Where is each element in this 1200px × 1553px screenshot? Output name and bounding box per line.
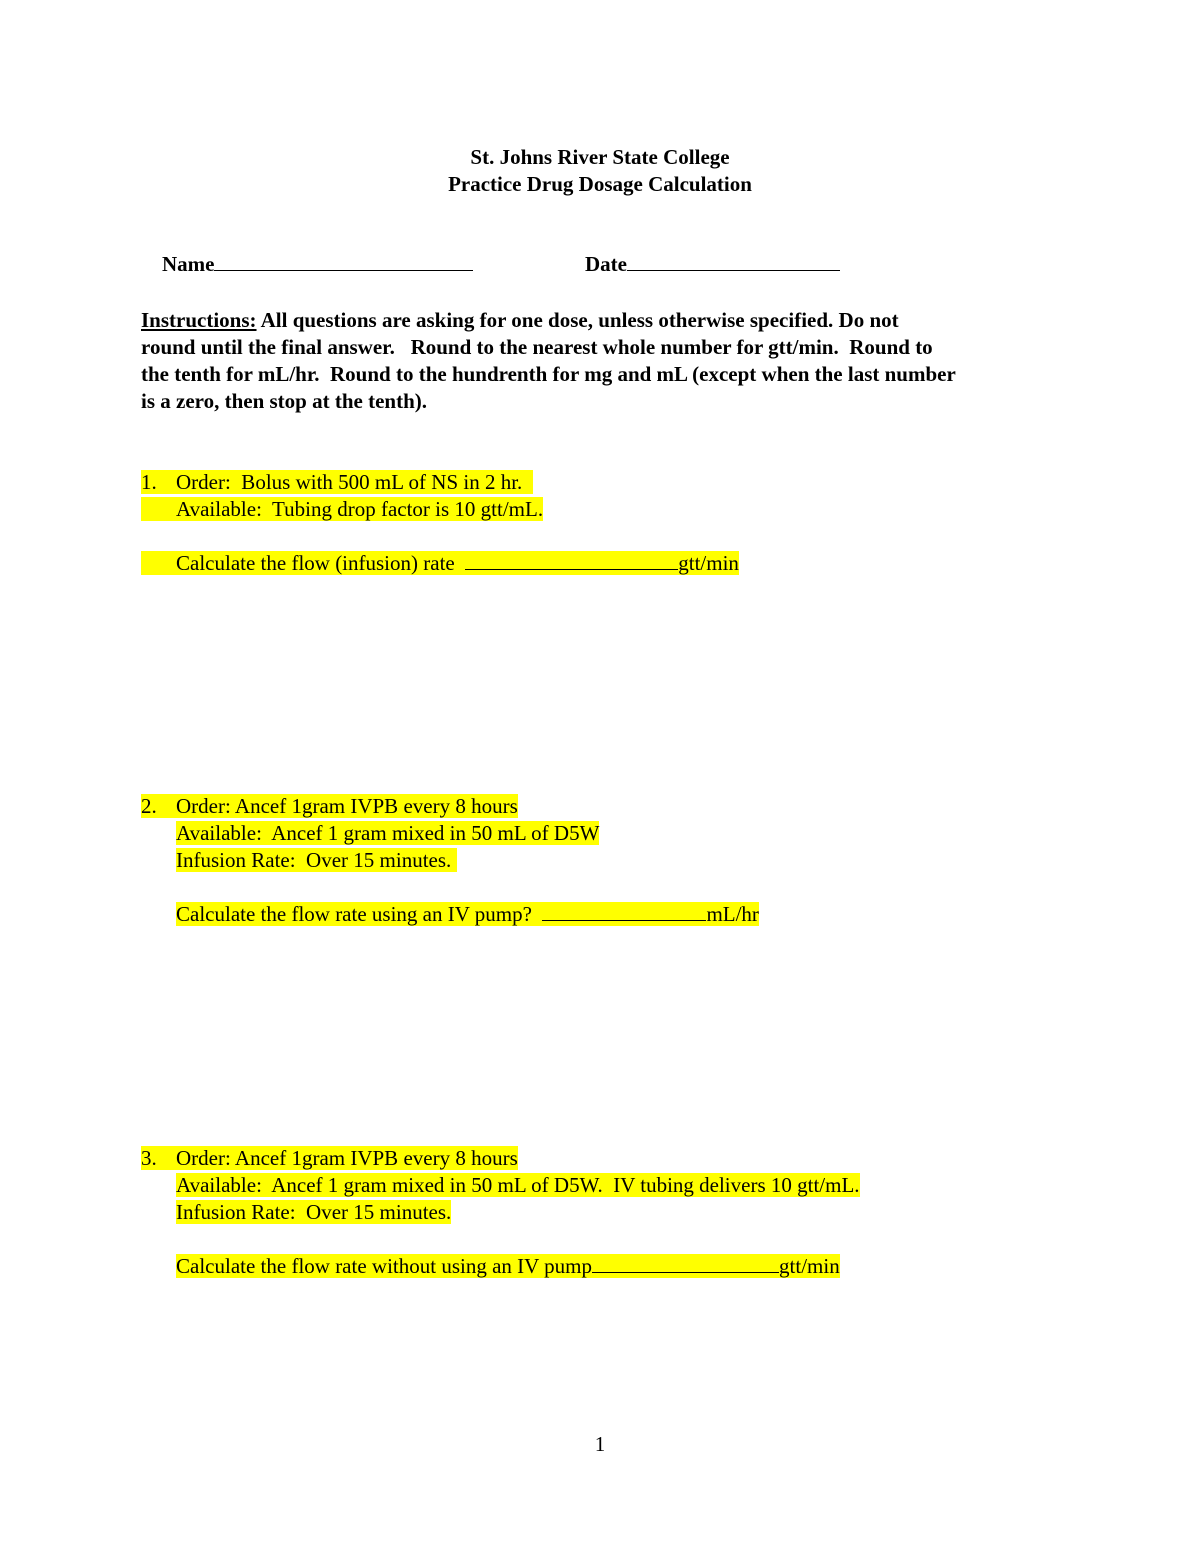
instructions-line-1 bbox=[141, 307, 899, 333]
question-number: 2. bbox=[141, 794, 157, 818]
order-text: Order: Bolus with 500 mL of NS in 2 hr. bbox=[176, 470, 533, 494]
date-field[interactable] bbox=[564, 225, 840, 303]
date-blank[interactable] bbox=[627, 251, 840, 271]
instructions-line-3: the tenth for mL/hr. Round to the hundrenth for mg and mL (except when the last number bbox=[141, 362, 956, 386]
question-number: 1. bbox=[141, 470, 157, 494]
answer-blank[interactable] bbox=[542, 901, 706, 921]
infusion-text: Infusion Rate: Over 15 minutes. bbox=[176, 848, 457, 872]
question-number: 3. bbox=[141, 1146, 157, 1170]
question-3-order bbox=[141, 1145, 518, 1171]
unit-text: mL/hr bbox=[706, 902, 759, 926]
answer-blank[interactable] bbox=[592, 1253, 779, 1273]
question-2-infusion bbox=[176, 847, 457, 873]
unit-text: gtt/min bbox=[779, 1254, 840, 1278]
order-text: Order: Ancef 1gram IVPB every 8 hours bbox=[176, 794, 518, 818]
question-2-prompt bbox=[176, 901, 759, 927]
name-field[interactable] bbox=[141, 225, 473, 303]
answer-blank[interactable] bbox=[465, 550, 678, 570]
instructions-text-1: All questions are asking for one dose, unless otherwise specified. Do not bbox=[256, 308, 899, 332]
college-name: St. Johns River State College bbox=[470, 145, 730, 169]
unit-text: gtt/min bbox=[678, 551, 739, 575]
question-1-order bbox=[141, 469, 533, 495]
question-1-prompt bbox=[141, 550, 739, 576]
question-3-prompt bbox=[176, 1253, 840, 1279]
question-3-available bbox=[176, 1172, 860, 1198]
prompt-text: Calculate the flow rate without using an IV pump bbox=[176, 1254, 593, 1278]
question-1-available bbox=[141, 496, 543, 522]
name-label: Name bbox=[162, 252, 215, 276]
name-blank[interactable] bbox=[214, 251, 473, 271]
available-text: Available: Tubing drop factor is 10 gtt/mL. bbox=[176, 497, 544, 521]
order-text: Order: Ancef 1gram IVPB every 8 hours bbox=[176, 1146, 518, 1170]
instructions-line-2: round until the final answer. Round to the nearest whole number for gtt/min. Round to bbox=[141, 335, 933, 359]
prompt-text: Calculate the flow rate using an IV pump? bbox=[176, 902, 543, 926]
page-number: 1 bbox=[594, 1432, 606, 1456]
question-3-infusion bbox=[176, 1199, 451, 1225]
infusion-text: Infusion Rate: Over 15 minutes. bbox=[176, 1200, 452, 1224]
instructions-label: Instructions: bbox=[141, 308, 257, 332]
question-2-order bbox=[141, 793, 518, 819]
prompt-text: Calculate the flow (infusion) rate bbox=[176, 551, 466, 575]
question-2-available bbox=[176, 820, 599, 846]
available-text: Available: Ancef 1 gram mixed in 50 mL of D5W bbox=[176, 821, 600, 845]
available-text: Available: Ancef 1 gram mixed in 50 mL of D5W. IV tubing delivers 10 gtt/mL. bbox=[176, 1173, 860, 1197]
document-title: Practice Drug Dosage Calculation bbox=[448, 172, 752, 196]
date-label: Date bbox=[585, 252, 627, 276]
instructions-line-4: is a zero, then stop at the tenth). bbox=[141, 389, 428, 413]
